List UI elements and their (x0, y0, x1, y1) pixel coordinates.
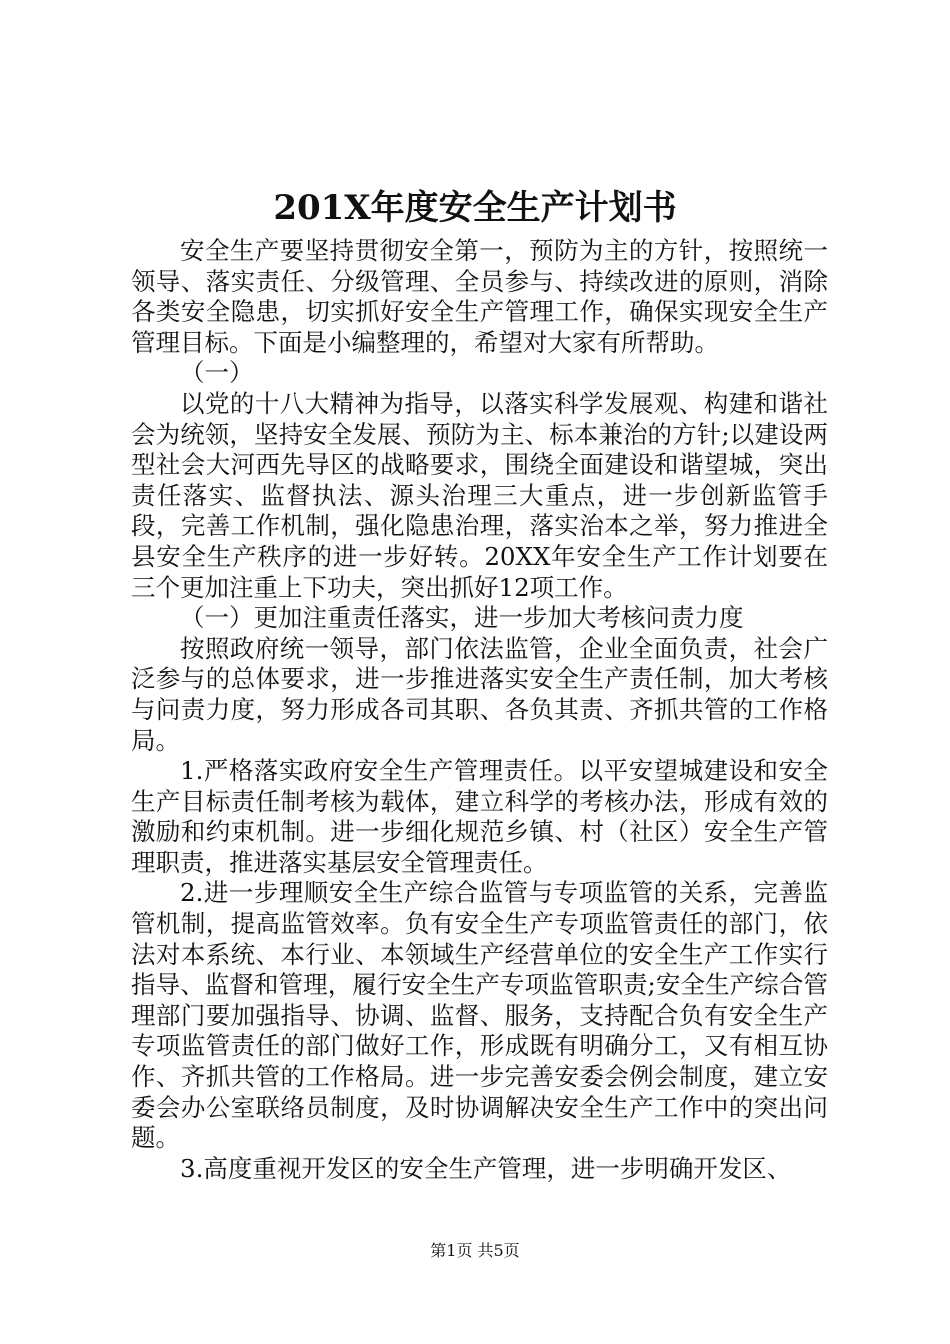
page-footer: 第1页 共5页 (430, 1241, 520, 1260)
document-body (131, 236, 828, 1184)
paragraph-overall-requirement: 按照政府统一领导，部门依法监管，企业全面负责，社会广泛参与的总体要求，进一步推进落实安全生产责任制，加大考核与问责力度，努力形成各司其职、各负其责、齐抓共管的工作格局。 (131, 633, 828, 755)
document-title: 201X年度安全生产计划书 (273, 188, 677, 228)
paragraph-item-2: 2.进一步理顺安全生产综合监管与专项监管的关系，完善监管机制，提高监管效率。负有安全生产专项监管责任的部门，依法对本系统、本行业、本领域生产经营单位的安全生产工作实行指导、监督和管理，履行安全生产专项监管职责;安全生产综合管理部门要加强指导、协调、监督、服务，支持配合负有安全生产专项监管责任的部门做好工作，形成既有明确分工，又有相互协作、齐抓共管的工作格局。进一步完善安委会例会制度，建立安委会办公室联络员制度，及时协调解决安全生产工作中的突出问题。 (131, 878, 828, 1153)
paragraph-intro: 安全生产要坚持贯彻安全第一，预防为主的方针，按照统一领导、落实责任、分级管理、全员参与、持续改进的原则，消除各类安全隐患，切实抓好安全生产管理工作，确保实现安全生产管理目标。下面是小编整理的，希望对大家有所帮助。 (131, 236, 828, 357)
paragraph-item-1: 1.严格落实政府安全生产管理责任。以平安望城建设和安全生产目标责任制考核为载体，建立科学的考核办法，形成有效的激励和约束机制。进一步细化规范乡镇、村（社区）安全生产管理职责，推进落实基层安全管理责任。 (131, 756, 828, 877)
section-heading: （一）更加注重责任落实，进一步加大考核问责力度 (180, 603, 744, 633)
paragraph-guiding-principle: 以党的十八大精神为指导，以落实科学发展观、构建和谐社会为统领，坚持安全发展、预防为主、标本兼治的方针;以建设两型社会大河西先导区的战略要求，围绕全面建设和谐望城，突出责任落实、监督执法、源头治理三大重点，进一步创新监管手段，完善工作机制，强化隐患治理，落实治本之举，努力推进全县安全生产秩序的进一步好转。20XX年安全生产工作计划要在三个更加注重上下功夫，突出抓好12项工作。 (131, 388, 828, 602)
paragraph-item-3: 3.高度重视开发区的安全生产管理，进一步明确开发区、 (180, 1153, 792, 1183)
paragraph-section-marker: （一） (180, 358, 254, 388)
